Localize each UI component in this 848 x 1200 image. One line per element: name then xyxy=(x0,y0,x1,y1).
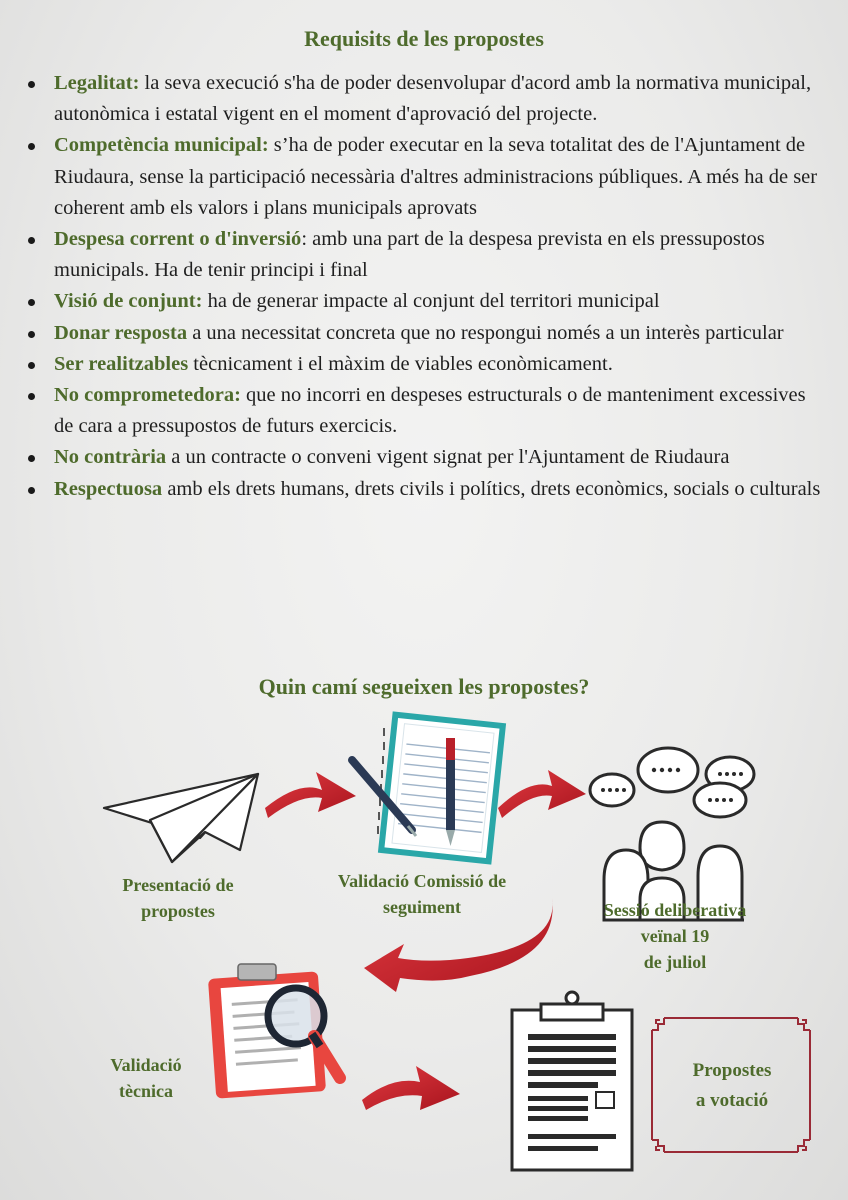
page-title: Requisits de les propostes xyxy=(304,26,544,51)
step-label-line: Validació Comissió de xyxy=(337,871,507,891)
requirement-term: Respectuosa xyxy=(54,477,163,500)
requirement-term: Donar resposta xyxy=(54,321,188,344)
paper-plane-icon xyxy=(104,774,258,862)
step-presentacio-label xyxy=(88,872,268,924)
document-clipboard-icon xyxy=(512,992,632,1170)
requirement-text: la seva execució s'ha de poder desenvolupar d'acord amb la normativa municipal, autonòmica i estatal vigent en el moment d'aprovació del projecte. xyxy=(54,72,812,126)
requirement-term: Ser realitzables xyxy=(54,352,189,375)
requirement-term: No contrària xyxy=(54,446,167,469)
step-label-line: a votació xyxy=(695,1090,769,1111)
step-validacio-comissio-label xyxy=(312,868,532,920)
step-votacio-label xyxy=(660,1056,804,1116)
step-label-line: Validació xyxy=(110,1055,182,1075)
flow-title: Quin camí segueixen les propostes? xyxy=(258,674,590,699)
requirement-text: amb els drets humans, drets civils i polítics, drets econòmics, socials o culturals xyxy=(162,477,821,500)
requirement-text: s’ha de poder executar en la seva totalitat des de l'Ajuntament de Riudaura, sense la participació necessària d'altres administracions públiques. A més ha de ser coherent amb els valors i plans municipals aprovats xyxy=(54,134,818,219)
requirement-text: tècnicament i el màxim de viables econòmicament. xyxy=(188,352,613,375)
arrow-1 xyxy=(265,772,356,818)
speech-crowd-icon xyxy=(590,748,754,920)
step-label-line: Propostes xyxy=(692,1060,772,1081)
notebook-pen-icon xyxy=(352,715,503,862)
requirement-text: : amb una part de la despesa prevista en els pressupostos municipals. Ha de tenir principi i final xyxy=(54,228,765,282)
requirement-term: Visió de conjunt: xyxy=(54,290,203,313)
clipboard-magnifier-icon xyxy=(208,964,340,1099)
arrow-2 xyxy=(498,770,586,818)
requirement-term: No comprometedora: xyxy=(54,384,241,407)
step-label-line: propostes xyxy=(141,901,215,921)
requirement-text: a un contracte o conveni vigent signat per l'Ajuntament de Riudaura xyxy=(166,446,730,469)
requirement-term: Competència municipal: xyxy=(54,134,269,157)
step-validacio-tecnica-label xyxy=(86,1052,206,1104)
step-label-line: seguiment xyxy=(383,897,461,917)
step-label-line: de juliol xyxy=(643,952,707,972)
requirement-term: Legalitat: xyxy=(54,72,140,94)
step-label-line: tècnica xyxy=(119,1081,173,1101)
requirement-text: que no incorri en despeses estructurals o de manteniment excessives de cara a pressupostos de futurs exercicis. xyxy=(54,384,806,438)
step-sessio-label xyxy=(570,897,780,975)
requirement-text: a una necessitat concreta que no respongui només a un interès particular xyxy=(187,321,784,344)
requirement-text: ha de generar impacte al conjunt del territori municipal xyxy=(202,290,660,313)
requirement-term: Despesa corrent o d'inversió xyxy=(54,228,302,251)
step-label-line: Presentació de xyxy=(122,875,234,895)
step-label-line: veïnal 19 xyxy=(640,926,710,946)
arrow-4 xyxy=(362,1066,460,1110)
step-label-line: Sessió deliberativa xyxy=(603,900,747,920)
